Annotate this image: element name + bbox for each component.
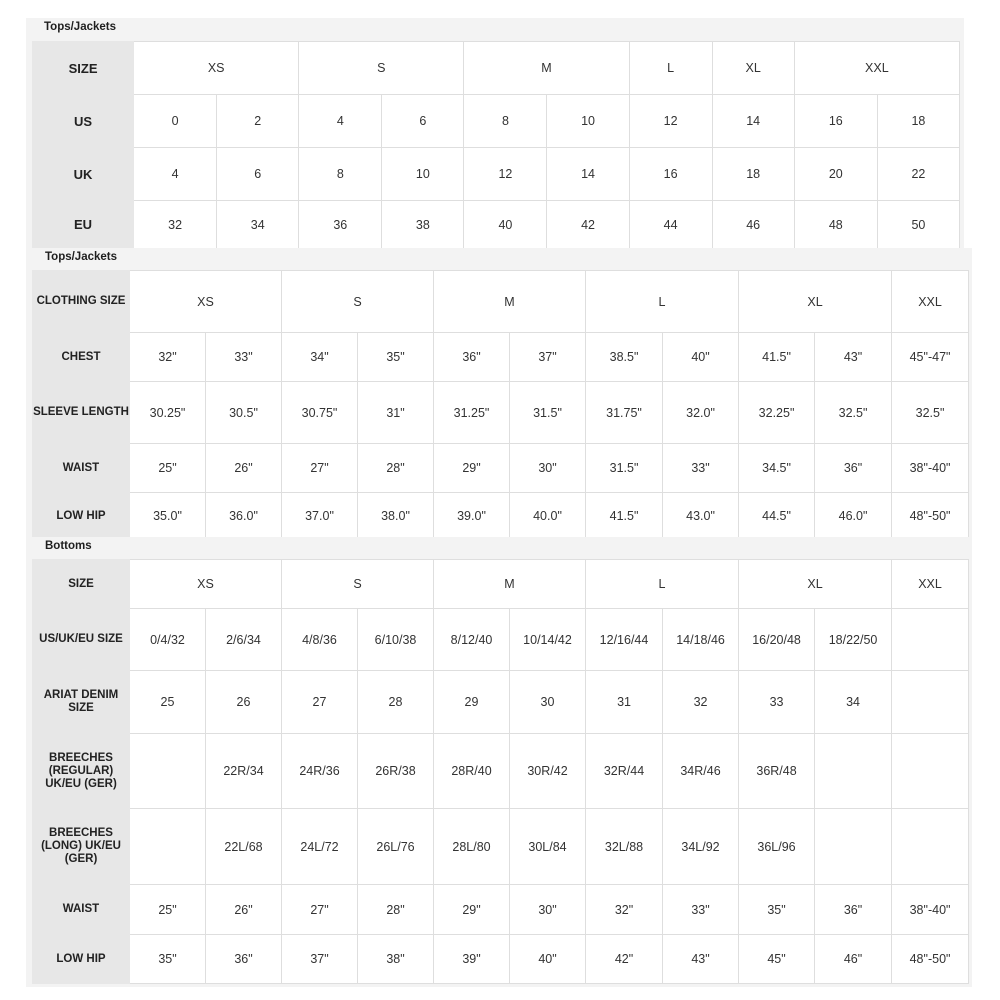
table-cell: 22L/68 — [206, 809, 282, 885]
table-cell: 48"-50" — [892, 935, 969, 984]
table-cell: 35" — [739, 885, 815, 935]
table-cell: 34R/46 — [663, 734, 739, 809]
table-cell: 30.5" — [206, 382, 282, 444]
table-cell: 27" — [282, 444, 358, 493]
table-cell: 22 — [877, 148, 959, 201]
table-cell: 46.0" — [815, 493, 892, 540]
table-cell — [892, 671, 969, 734]
table-cell: 48"-50" — [892, 493, 969, 540]
table-cell: 32.0" — [663, 382, 739, 444]
table-cell: 38.0" — [358, 493, 434, 540]
table-cell: 6 — [382, 95, 464, 148]
table-row — [33, 382, 969, 444]
size-group-cell: XS — [134, 42, 299, 95]
table-cell: 38"-40" — [892, 444, 969, 493]
table-cell: 43.0" — [663, 493, 739, 540]
table-cell: 10 — [547, 95, 629, 148]
row-header-uk: UK — [33, 148, 134, 201]
table-cell: 36" — [815, 444, 892, 493]
table-cell: 35" — [358, 333, 434, 382]
size-group-cell: XS — [130, 271, 282, 333]
table-cell: 0 — [134, 95, 217, 148]
table-cell: 36L/96 — [739, 809, 815, 885]
table-cell: 20 — [794, 148, 877, 201]
table-cell: 31.5" — [510, 382, 586, 444]
table-cell: 36R/48 — [739, 734, 815, 809]
size-group-cell: XL — [739, 271, 892, 333]
table-cell: 26 — [206, 671, 282, 734]
table-cell — [892, 609, 969, 671]
table-cell: 30.25" — [130, 382, 206, 444]
table-row — [33, 734, 969, 809]
table-row — [33, 333, 969, 382]
row-header-waist: WAIST — [33, 885, 130, 935]
table-cell: 36 — [299, 201, 382, 249]
table-cell: 36" — [206, 935, 282, 984]
table-cell: 18 — [877, 95, 959, 148]
row-header-chest: CHEST — [33, 333, 130, 382]
table-cell: 30" — [510, 885, 586, 935]
table-cell: 18/22/50 — [815, 609, 892, 671]
table-cell: 12 — [629, 95, 712, 148]
table-cell: 33" — [206, 333, 282, 382]
table-row — [33, 560, 969, 609]
size-group-cell: XL — [739, 560, 892, 609]
table-cell: 28R/40 — [434, 734, 510, 809]
table-cell — [815, 734, 892, 809]
table-cell: 44.5" — [739, 493, 815, 540]
table-cell: 34 — [815, 671, 892, 734]
table-cell: 31.5" — [586, 444, 663, 493]
row-header-size: SIZE — [33, 560, 130, 609]
table-cell: 32" — [130, 333, 206, 382]
table-cell: 30L/84 — [510, 809, 586, 885]
table-cell: 6 — [217, 148, 299, 201]
table-cell: 28" — [358, 444, 434, 493]
table-cell: 45" — [739, 935, 815, 984]
table-cell: 34L/92 — [663, 809, 739, 885]
size-group-cell: XL — [712, 42, 794, 95]
table-cell — [892, 734, 969, 809]
table-cell: 32L/88 — [586, 809, 663, 885]
table-cell: 40" — [663, 333, 739, 382]
table-row — [33, 201, 960, 249]
table-cell: 25 — [130, 671, 206, 734]
table-cell: 36" — [815, 885, 892, 935]
table-cell: 35" — [130, 935, 206, 984]
table-cell: 43" — [663, 935, 739, 984]
table-cell: 26R/38 — [358, 734, 434, 809]
table-cell: 42 — [547, 201, 629, 249]
table-cell: 8/12/40 — [434, 609, 510, 671]
size-group-cell: M — [434, 560, 586, 609]
table-cell: 18 — [712, 148, 794, 201]
row-header-us-uk-eu-size: US/UK/EU SIZE — [33, 609, 130, 671]
table-cell: 41.5" — [586, 493, 663, 540]
size-group-cell: S — [282, 271, 434, 333]
table-cell: 46" — [815, 935, 892, 984]
size-group-cell: S — [282, 560, 434, 609]
table-cell: 34.5" — [739, 444, 815, 493]
table-cell: 26L/76 — [358, 809, 434, 885]
table-row — [33, 671, 969, 734]
table-cell: 40 — [464, 201, 547, 249]
table-cell: 39" — [434, 935, 510, 984]
table-cell: 30.75" — [282, 382, 358, 444]
section-title-tops-jackets-measurements: Tops/Jackets — [45, 251, 118, 263]
table-cell: 40" — [510, 935, 586, 984]
table-cell: 32.25" — [739, 382, 815, 444]
table-cell: 10 — [382, 148, 464, 201]
size-group-cell: XXL — [794, 42, 959, 95]
section-title-bottoms: Bottoms — [45, 540, 92, 552]
row-header-low-hip: LOW HIP — [33, 935, 130, 984]
table-cell: 42" — [586, 935, 663, 984]
row-header-breeches-long: BREECHES (LONG) UK/EU (GER) — [33, 809, 130, 885]
table-cell: 28L/80 — [434, 809, 510, 885]
size-group-cell: L — [629, 42, 712, 95]
table-cell: 31.25" — [434, 382, 510, 444]
table-cell: 38.5" — [586, 333, 663, 382]
table-cell: 26" — [206, 885, 282, 935]
table-cell: 48 — [794, 201, 877, 249]
table-cell — [130, 809, 206, 885]
table-row — [33, 42, 960, 95]
table-cell: 12 — [464, 148, 547, 201]
row-header-eu: EU — [33, 201, 134, 249]
table-cell: 44 — [629, 201, 712, 249]
table-cell: 25" — [130, 444, 206, 493]
table-cell: 38 — [382, 201, 464, 249]
table-row — [33, 148, 960, 201]
table-cell: 6/10/38 — [358, 609, 434, 671]
table-cell: 28" — [358, 885, 434, 935]
table-cell: 28 — [358, 671, 434, 734]
table-cell: 24R/36 — [282, 734, 358, 809]
size-group-cell: XXL — [892, 271, 969, 333]
table-cell — [130, 734, 206, 809]
table-cell: 46 — [712, 201, 794, 249]
size-group-cell: L — [586, 560, 739, 609]
bottoms-table — [32, 559, 969, 984]
table-cell: 33 — [739, 671, 815, 734]
table-cell: 27 — [282, 671, 358, 734]
section-title-tops-jackets: Tops/Jackets — [44, 21, 117, 33]
table-cell: 37" — [510, 333, 586, 382]
table-cell: 39.0" — [434, 493, 510, 540]
table-cell: 30R/42 — [510, 734, 586, 809]
tops-jackets-measurements-table — [32, 270, 969, 540]
table-cell: 16 — [629, 148, 712, 201]
table-cell: 4 — [134, 148, 217, 201]
table-cell: 43" — [815, 333, 892, 382]
table-cell: 31.75" — [586, 382, 663, 444]
table-cell: 45"-47" — [892, 333, 969, 382]
table-cell: 14 — [547, 148, 629, 201]
table-cell: 31" — [358, 382, 434, 444]
table-cell: 37" — [282, 935, 358, 984]
table-cell: 31 — [586, 671, 663, 734]
table-cell: 38"-40" — [892, 885, 969, 935]
row-header-size: SIZE — [33, 42, 134, 95]
table-cell: 34" — [282, 333, 358, 382]
row-header-clothing-size: CLOTHING SIZE — [33, 271, 130, 333]
row-header-ariat-denim-size: ARIAT DENIM SIZE — [33, 671, 130, 734]
size-group-cell: M — [434, 271, 586, 333]
table-cell: 26" — [206, 444, 282, 493]
table-cell: 32 — [134, 201, 217, 249]
table-cell: 37.0" — [282, 493, 358, 540]
table-cell: 32 — [663, 671, 739, 734]
table-cell: 32R/44 — [586, 734, 663, 809]
table-cell: 4/8/36 — [282, 609, 358, 671]
table-cell: 4 — [299, 95, 382, 148]
table-cell: 2/6/34 — [206, 609, 282, 671]
table-cell: 29" — [434, 444, 510, 493]
table-row — [33, 271, 969, 333]
table-cell: 8 — [464, 95, 547, 148]
table-cell — [892, 809, 969, 885]
size-group-cell: XS — [130, 560, 282, 609]
row-header-breeches-regular: BREECHES (REGULAR) UK/EU (GER) — [33, 734, 130, 809]
table-cell: 30" — [510, 444, 586, 493]
table-cell: 36" — [434, 333, 510, 382]
table-row — [33, 95, 960, 148]
table-cell: 14 — [712, 95, 794, 148]
table-cell: 32" — [586, 885, 663, 935]
row-header-waist: WAIST — [33, 444, 130, 493]
table-cell: 27" — [282, 885, 358, 935]
table-cell: 33" — [663, 885, 739, 935]
table-row — [33, 935, 969, 984]
table-row — [33, 885, 969, 935]
row-header-sleeve-length: SLEEVE LENGTH — [33, 382, 130, 444]
table-cell: 2 — [217, 95, 299, 148]
table-cell: 16/20/48 — [739, 609, 815, 671]
table-cell: 30 — [510, 671, 586, 734]
table-cell: 32.5" — [892, 382, 969, 444]
row-header-us: US — [33, 95, 134, 148]
table-cell: 29 — [434, 671, 510, 734]
table-cell: 16 — [794, 95, 877, 148]
table-cell — [815, 809, 892, 885]
table-cell: 36.0" — [206, 493, 282, 540]
table-cell: 35.0" — [130, 493, 206, 540]
size-group-cell: L — [586, 271, 739, 333]
table-cell: 38" — [358, 935, 434, 984]
size-group-cell: S — [299, 42, 464, 95]
table-cell: 14/18/46 — [663, 609, 739, 671]
table-cell: 34 — [217, 201, 299, 249]
table-cell: 50 — [877, 201, 959, 249]
table-cell: 10/14/42 — [510, 609, 586, 671]
table-cell: 12/16/44 — [586, 609, 663, 671]
table-cell: 25" — [130, 885, 206, 935]
table-cell: 32.5" — [815, 382, 892, 444]
table-row — [33, 609, 969, 671]
size-group-cell: M — [464, 42, 629, 95]
row-header-low-hip: LOW HIP — [33, 493, 130, 540]
table-cell: 0/4/32 — [130, 609, 206, 671]
table-cell: 22R/34 — [206, 734, 282, 809]
size-group-cell: XXL — [892, 560, 969, 609]
table-cell: 40.0" — [510, 493, 586, 540]
table-row — [33, 493, 969, 540]
table-cell: 41.5" — [739, 333, 815, 382]
table-cell: 29" — [434, 885, 510, 935]
table-cell: 24L/72 — [282, 809, 358, 885]
table-row — [33, 444, 969, 493]
table-cell: 33" — [663, 444, 739, 493]
tops-jackets-conversion-table — [32, 41, 960, 249]
table-cell: 8 — [299, 148, 382, 201]
table-row — [33, 809, 969, 885]
